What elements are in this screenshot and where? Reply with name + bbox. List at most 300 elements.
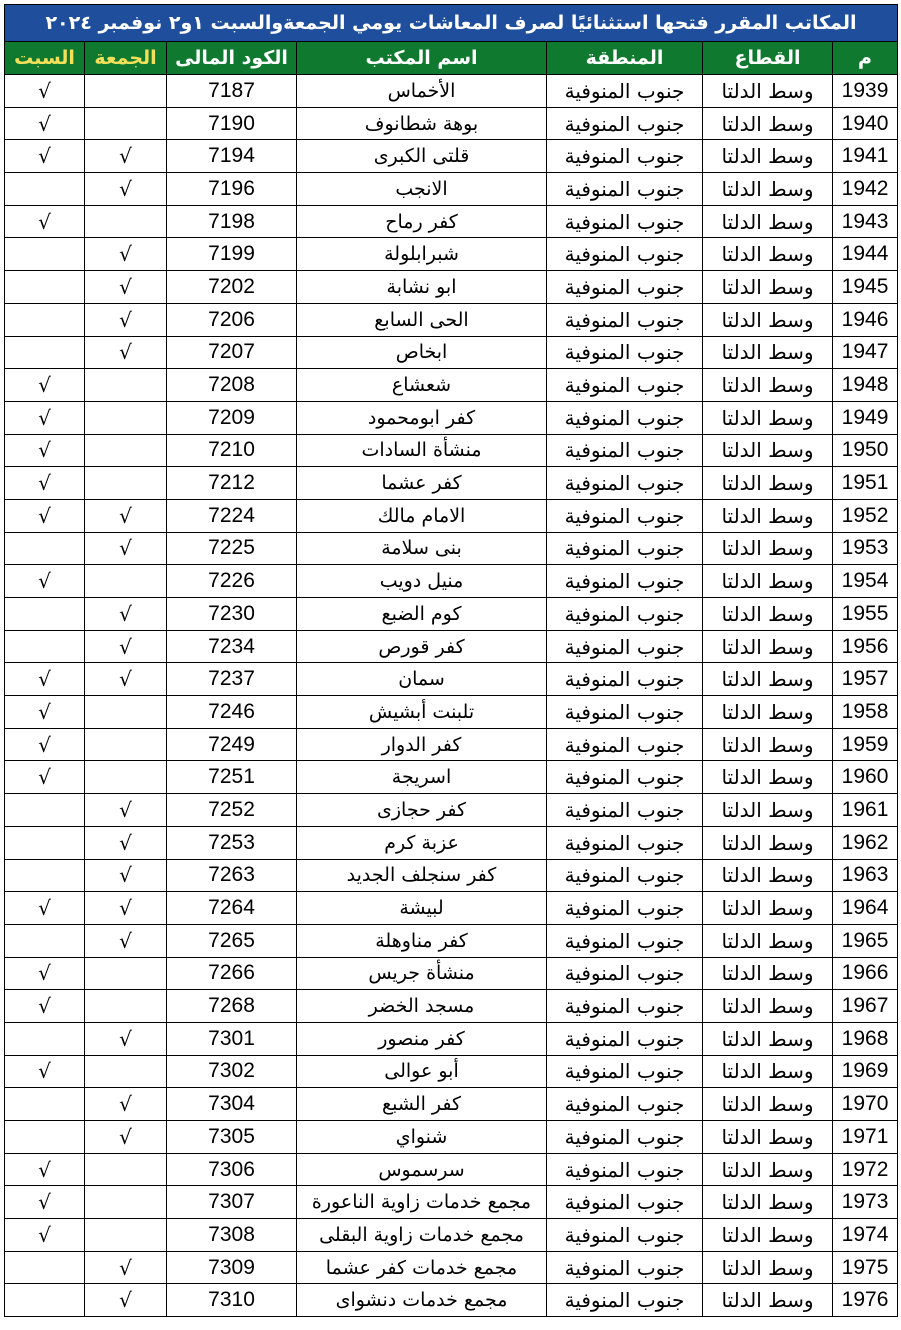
office-name-cell: كفر حجازى (297, 794, 547, 827)
friday-check-cell: √ (85, 663, 167, 696)
table-row (5, 271, 898, 304)
office-name-cell: مجمع خدمات دنشواى (297, 1284, 547, 1317)
office-name-cell: مسجد الخضر (297, 990, 547, 1023)
friday-check-cell: √ (85, 532, 167, 565)
financial-code-cell: 7310 (167, 1284, 297, 1317)
table-row (5, 434, 898, 467)
region-cell: جنوب المنوفية (547, 499, 703, 532)
row-number: 1959 (833, 728, 898, 761)
financial-code-cell: 7210 (167, 434, 297, 467)
table-row (5, 1251, 898, 1284)
friday-check-cell (85, 1219, 167, 1252)
row-number: 1969 (833, 1055, 898, 1088)
office-name-cell: الامام مالك (297, 499, 547, 532)
financial-code-cell: 7194 (167, 140, 297, 173)
row-number: 1963 (833, 859, 898, 892)
friday-check-cell (85, 761, 167, 794)
friday-check-cell: √ (85, 924, 167, 957)
office-name-cell: اسريجة (297, 761, 547, 794)
saturday-check-cell: √ (5, 467, 85, 500)
table-row (5, 1284, 898, 1317)
sector-cell: وسط الدلتا (703, 271, 833, 304)
saturday-check-cell: √ (5, 434, 85, 467)
row-number: 1953 (833, 532, 898, 565)
saturday-check-cell (5, 859, 85, 892)
saturday-check-cell: √ (5, 663, 85, 696)
office-name-cell: كفر عشما (297, 467, 547, 500)
table-row (5, 1153, 898, 1186)
row-number: 1940 (833, 107, 898, 140)
office-name-cell: بنى سلامة (297, 532, 547, 565)
financial-code-cell: 7264 (167, 892, 297, 925)
table-row (5, 1088, 898, 1121)
saturday-check-cell: √ (5, 892, 85, 925)
financial-code-cell: 7187 (167, 75, 297, 108)
table-row (5, 467, 898, 500)
region-cell: جنوب المنوفية (547, 173, 703, 206)
financial-code-cell: 7224 (167, 499, 297, 532)
office-name-cell: شنواي (297, 1121, 547, 1154)
sector-cell: وسط الدلتا (703, 859, 833, 892)
row-number: 1942 (833, 173, 898, 206)
row-number: 1949 (833, 401, 898, 434)
offices-table (4, 4, 898, 1317)
saturday-check-cell (5, 630, 85, 663)
table-row (5, 565, 898, 598)
office-name-cell: أبو عوالى (297, 1055, 547, 1088)
sector-cell: وسط الدلتا (703, 532, 833, 565)
saturday-check-cell (5, 303, 85, 336)
table-row (5, 532, 898, 565)
financial-code-cell: 7301 (167, 1022, 297, 1055)
financial-code-cell: 7252 (167, 794, 297, 827)
region-cell: جنوب المنوفية (547, 205, 703, 238)
saturday-check-cell (5, 173, 85, 206)
saturday-check-cell (5, 238, 85, 271)
row-number: 1950 (833, 434, 898, 467)
friday-check-cell: √ (85, 892, 167, 925)
table-row (5, 1121, 898, 1154)
title-row (5, 5, 898, 42)
sector-cell: وسط الدلتا (703, 957, 833, 990)
saturday-check-cell: √ (5, 499, 85, 532)
office-name-cell: شعشاع (297, 369, 547, 402)
friday-check-cell: √ (85, 499, 167, 532)
row-number: 1972 (833, 1153, 898, 1186)
financial-code-cell: 7208 (167, 369, 297, 402)
row-number: 1944 (833, 238, 898, 271)
office-name-cell: كفر منصور (297, 1022, 547, 1055)
financial-code-cell: 7225 (167, 532, 297, 565)
table-row (5, 1186, 898, 1219)
region-cell: جنوب المنوفية (547, 859, 703, 892)
sector-cell: وسط الدلتا (703, 1055, 833, 1088)
financial-code-cell: 7196 (167, 173, 297, 206)
friday-check-cell: √ (85, 238, 167, 271)
financial-code-cell: 7253 (167, 826, 297, 859)
friday-check-cell: √ (85, 826, 167, 859)
saturday-check-cell: √ (5, 205, 85, 238)
table-row (5, 75, 898, 108)
saturday-check-cell (5, 1022, 85, 1055)
table-row (5, 303, 898, 336)
table-row (5, 401, 898, 434)
sector-cell: وسط الدلتا (703, 1284, 833, 1317)
row-number: 1956 (833, 630, 898, 663)
table-row (5, 336, 898, 369)
friday-check-cell: √ (85, 630, 167, 663)
friday-check-cell (85, 565, 167, 598)
sector-cell: وسط الدلتا (703, 598, 833, 631)
header-saturday: السبت (5, 42, 85, 75)
sector-cell: وسط الدلتا (703, 794, 833, 827)
sector-cell: وسط الدلتا (703, 565, 833, 598)
saturday-check-cell (5, 794, 85, 827)
financial-code-cell: 7306 (167, 1153, 297, 1186)
region-cell: جنوب المنوفية (547, 107, 703, 140)
region-cell: جنوب المنوفية (547, 892, 703, 925)
saturday-check-cell: √ (5, 957, 85, 990)
saturday-check-cell (5, 826, 85, 859)
sector-cell: وسط الدلتا (703, 303, 833, 336)
saturday-check-cell: √ (5, 107, 85, 140)
sector-cell: وسط الدلتا (703, 1121, 833, 1154)
table-row (5, 107, 898, 140)
region-cell: جنوب المنوفية (547, 761, 703, 794)
table-row (5, 892, 898, 925)
region-cell: جنوب المنوفية (547, 794, 703, 827)
header-financial-code: الكود المالى (167, 42, 297, 75)
row-number: 1939 (833, 75, 898, 108)
office-name-cell: شبرابلولة (297, 238, 547, 271)
sector-cell: وسط الدلتا (703, 826, 833, 859)
table-row (5, 1022, 898, 1055)
office-name-cell: كفر رماح (297, 205, 547, 238)
friday-check-cell: √ (85, 140, 167, 173)
saturday-check-cell: √ (5, 728, 85, 761)
financial-code-cell: 7305 (167, 1121, 297, 1154)
region-cell: جنوب المنوفية (547, 1186, 703, 1219)
office-name-cell: الأخماس (297, 75, 547, 108)
saturday-check-cell (5, 1088, 85, 1121)
friday-check-cell (85, 75, 167, 108)
region-cell: جنوب المنوفية (547, 826, 703, 859)
region-cell: جنوب المنوفية (547, 1284, 703, 1317)
friday-check-cell: √ (85, 271, 167, 304)
row-number: 1975 (833, 1251, 898, 1284)
office-name-cell: ابو نشابة (297, 271, 547, 304)
financial-code-cell: 7207 (167, 336, 297, 369)
office-name-cell: الحى السابع (297, 303, 547, 336)
sector-cell: وسط الدلتا (703, 1251, 833, 1284)
friday-check-cell: √ (85, 1088, 167, 1121)
friday-check-cell (85, 205, 167, 238)
table-row (5, 663, 898, 696)
row-number: 1976 (833, 1284, 898, 1317)
region-cell: جنوب المنوفية (547, 1022, 703, 1055)
row-number: 1954 (833, 565, 898, 598)
financial-code-cell: 7246 (167, 696, 297, 729)
region-cell: جنوب المنوفية (547, 1121, 703, 1154)
office-name-cell: كفر الشبع (297, 1088, 547, 1121)
sector-cell: وسط الدلتا (703, 924, 833, 957)
header-office-name: اسم المكتب (297, 42, 547, 75)
office-name-cell: بوهة شطانوف (297, 107, 547, 140)
region-cell: جنوب المنوفية (547, 630, 703, 663)
table-row (5, 957, 898, 990)
friday-check-cell (85, 696, 167, 729)
financial-code-cell: 7199 (167, 238, 297, 271)
region-cell: جنوب المنوفية (547, 1153, 703, 1186)
table-row (5, 728, 898, 761)
saturday-check-cell (5, 598, 85, 631)
saturday-check-cell (5, 924, 85, 957)
region-cell: جنوب المنوفية (547, 434, 703, 467)
financial-code-cell: 7212 (167, 467, 297, 500)
friday-check-cell (85, 369, 167, 402)
friday-check-cell (85, 107, 167, 140)
region-cell: جنوب المنوفية (547, 663, 703, 696)
row-number: 1965 (833, 924, 898, 957)
region-cell: جنوب المنوفية (547, 75, 703, 108)
saturday-check-cell (5, 336, 85, 369)
row-number: 1943 (833, 205, 898, 238)
office-name-cell: ابخاص (297, 336, 547, 369)
financial-code-cell: 7237 (167, 663, 297, 696)
financial-code-cell: 7268 (167, 990, 297, 1023)
office-name-cell: منشأة السادات (297, 434, 547, 467)
office-name-cell: كفر الدوار (297, 728, 547, 761)
friday-check-cell: √ (85, 1022, 167, 1055)
region-cell: جنوب المنوفية (547, 369, 703, 402)
financial-code-cell: 7309 (167, 1251, 297, 1284)
row-number: 1971 (833, 1121, 898, 1154)
saturday-check-cell: √ (5, 761, 85, 794)
table-row (5, 1055, 898, 1088)
sector-cell: وسط الدلتا (703, 761, 833, 794)
row-number: 1951 (833, 467, 898, 500)
sector-cell: وسط الدلتا (703, 336, 833, 369)
row-number: 1973 (833, 1186, 898, 1219)
header-row (5, 42, 898, 75)
sector-cell: وسط الدلتا (703, 1153, 833, 1186)
region-cell: جنوب المنوفية (547, 598, 703, 631)
header-friday: الجمعة (85, 42, 167, 75)
sector-cell: وسط الدلتا (703, 75, 833, 108)
friday-check-cell: √ (85, 336, 167, 369)
financial-code-cell: 7302 (167, 1055, 297, 1088)
office-name-cell: مجمع خدمات زاوية الناعورة (297, 1186, 547, 1219)
office-name-cell: قلتى الكبرى (297, 140, 547, 173)
sector-cell: وسط الدلتا (703, 1219, 833, 1252)
financial-code-cell: 7308 (167, 1219, 297, 1252)
friday-check-cell: √ (85, 859, 167, 892)
friday-check-cell: √ (85, 794, 167, 827)
financial-code-cell: 7209 (167, 401, 297, 434)
saturday-check-cell: √ (5, 565, 85, 598)
table-row (5, 499, 898, 532)
saturday-check-cell: √ (5, 140, 85, 173)
saturday-check-cell (5, 1121, 85, 1154)
sector-cell: وسط الدلتا (703, 107, 833, 140)
office-name-cell: مجمع خدمات كفر عشما (297, 1251, 547, 1284)
office-name-cell: كفر سنجلف الجديد (297, 859, 547, 892)
financial-code-cell: 7226 (167, 565, 297, 598)
saturday-check-cell: √ (5, 1186, 85, 1219)
friday-check-cell: √ (85, 1284, 167, 1317)
financial-code-cell: 7251 (167, 761, 297, 794)
saturday-check-cell: √ (5, 75, 85, 108)
region-cell: جنوب المنوفية (547, 565, 703, 598)
office-name-cell: كفر ابومحمود (297, 401, 547, 434)
sector-cell: وسط الدلتا (703, 238, 833, 271)
sector-cell: وسط الدلتا (703, 467, 833, 500)
friday-check-cell: √ (85, 598, 167, 631)
region-cell: جنوب المنوفية (547, 467, 703, 500)
financial-code-cell: 7230 (167, 598, 297, 631)
financial-code-cell: 7198 (167, 205, 297, 238)
sector-cell: وسط الدلتا (703, 434, 833, 467)
row-number: 1966 (833, 957, 898, 990)
sector-cell: وسط الدلتا (703, 1022, 833, 1055)
sector-cell: وسط الدلتا (703, 1088, 833, 1121)
table-row (5, 205, 898, 238)
region-cell: جنوب المنوفية (547, 957, 703, 990)
sector-cell: وسط الدلتا (703, 663, 833, 696)
financial-code-cell: 7202 (167, 271, 297, 304)
sector-cell: وسط الدلتا (703, 369, 833, 402)
saturday-check-cell: √ (5, 1219, 85, 1252)
friday-check-cell (85, 434, 167, 467)
table-row (5, 369, 898, 402)
financial-code-cell: 7249 (167, 728, 297, 761)
friday-check-cell (85, 1186, 167, 1219)
friday-check-cell: √ (85, 1251, 167, 1284)
saturday-check-cell (5, 1284, 85, 1317)
region-cell: جنوب المنوفية (547, 336, 703, 369)
region-cell: جنوب المنوفية (547, 1251, 703, 1284)
financial-code-cell: 7266 (167, 957, 297, 990)
region-cell: جنوب المنوفية (547, 140, 703, 173)
sector-cell: وسط الدلتا (703, 173, 833, 206)
region-cell: جنوب المنوفية (547, 1219, 703, 1252)
friday-check-cell: √ (85, 303, 167, 336)
saturday-check-cell: √ (5, 696, 85, 729)
row-number: 1947 (833, 336, 898, 369)
header-region: المنطقة (547, 42, 703, 75)
table-row (5, 630, 898, 663)
friday-check-cell: √ (85, 173, 167, 206)
row-number: 1961 (833, 794, 898, 827)
region-cell: جنوب المنوفية (547, 924, 703, 957)
financial-code-cell: 7263 (167, 859, 297, 892)
region-cell: جنوب المنوفية (547, 303, 703, 336)
table-row (5, 140, 898, 173)
row-number: 1945 (833, 271, 898, 304)
sector-cell: وسط الدلتا (703, 499, 833, 532)
row-number: 1960 (833, 761, 898, 794)
saturday-check-cell: √ (5, 990, 85, 1023)
office-name-cell: منيل دويب (297, 565, 547, 598)
table-row (5, 924, 898, 957)
office-name-cell: لبيشة (297, 892, 547, 925)
table-row (5, 598, 898, 631)
row-number: 1957 (833, 663, 898, 696)
table-row (5, 794, 898, 827)
friday-check-cell (85, 1055, 167, 1088)
table-row (5, 761, 898, 794)
office-name-cell: مجمع خدمات زاوية البقلى (297, 1219, 547, 1252)
friday-check-cell (85, 467, 167, 500)
region-cell: جنوب المنوفية (547, 238, 703, 271)
region-cell: جنوب المنوفية (547, 1088, 703, 1121)
sector-cell: وسط الدلتا (703, 140, 833, 173)
row-number: 1962 (833, 826, 898, 859)
offices-sheet (4, 4, 897, 1317)
row-number: 1967 (833, 990, 898, 1023)
header-num: م (833, 42, 898, 75)
sheet-title: المكاتب المقرر فتحها استثنائيًا لصرف المعاشات يومي الجمعةوالسبت ١و٢ نوفمبر ٢٠٢٤ (5, 5, 898, 42)
table-row (5, 173, 898, 206)
row-number: 1948 (833, 369, 898, 402)
financial-code-cell: 7304 (167, 1088, 297, 1121)
region-cell: جنوب المنوفية (547, 532, 703, 565)
friday-check-cell (85, 1153, 167, 1186)
friday-check-cell (85, 990, 167, 1023)
friday-check-cell (85, 957, 167, 990)
office-name-cell: كفر مناوهلة (297, 924, 547, 957)
office-name-cell: كفر قورص (297, 630, 547, 663)
sector-cell: وسط الدلتا (703, 205, 833, 238)
region-cell: جنوب المنوفية (547, 401, 703, 434)
table-row (5, 990, 898, 1023)
table-row (5, 1219, 898, 1252)
table-row (5, 238, 898, 271)
row-number: 1970 (833, 1088, 898, 1121)
region-cell: جنوب المنوفية (547, 696, 703, 729)
office-name-cell: منشأة جريس (297, 957, 547, 990)
region-cell: جنوب المنوفية (547, 271, 703, 304)
saturday-check-cell: √ (5, 369, 85, 402)
friday-check-cell (85, 728, 167, 761)
financial-code-cell: 7206 (167, 303, 297, 336)
saturday-check-cell (5, 532, 85, 565)
saturday-check-cell: √ (5, 401, 85, 434)
table-row (5, 826, 898, 859)
table-body (5, 75, 898, 1317)
region-cell: جنوب المنوفية (547, 990, 703, 1023)
office-name-cell: سمان (297, 663, 547, 696)
office-name-cell: الانجب (297, 173, 547, 206)
row-number: 1958 (833, 696, 898, 729)
office-name-cell: كوم الضبع (297, 598, 547, 631)
saturday-check-cell (5, 271, 85, 304)
row-number: 1974 (833, 1219, 898, 1252)
sector-cell: وسط الدلتا (703, 728, 833, 761)
table-row (5, 859, 898, 892)
row-number: 1941 (833, 140, 898, 173)
friday-check-cell (85, 401, 167, 434)
sector-cell: وسط الدلتا (703, 401, 833, 434)
financial-code-cell: 7234 (167, 630, 297, 663)
saturday-check-cell (5, 1251, 85, 1284)
sector-cell: وسط الدلتا (703, 892, 833, 925)
table-row (5, 696, 898, 729)
office-name-cell: سرسموس (297, 1153, 547, 1186)
row-number: 1946 (833, 303, 898, 336)
saturday-check-cell: √ (5, 1153, 85, 1186)
sector-cell: وسط الدلتا (703, 990, 833, 1023)
